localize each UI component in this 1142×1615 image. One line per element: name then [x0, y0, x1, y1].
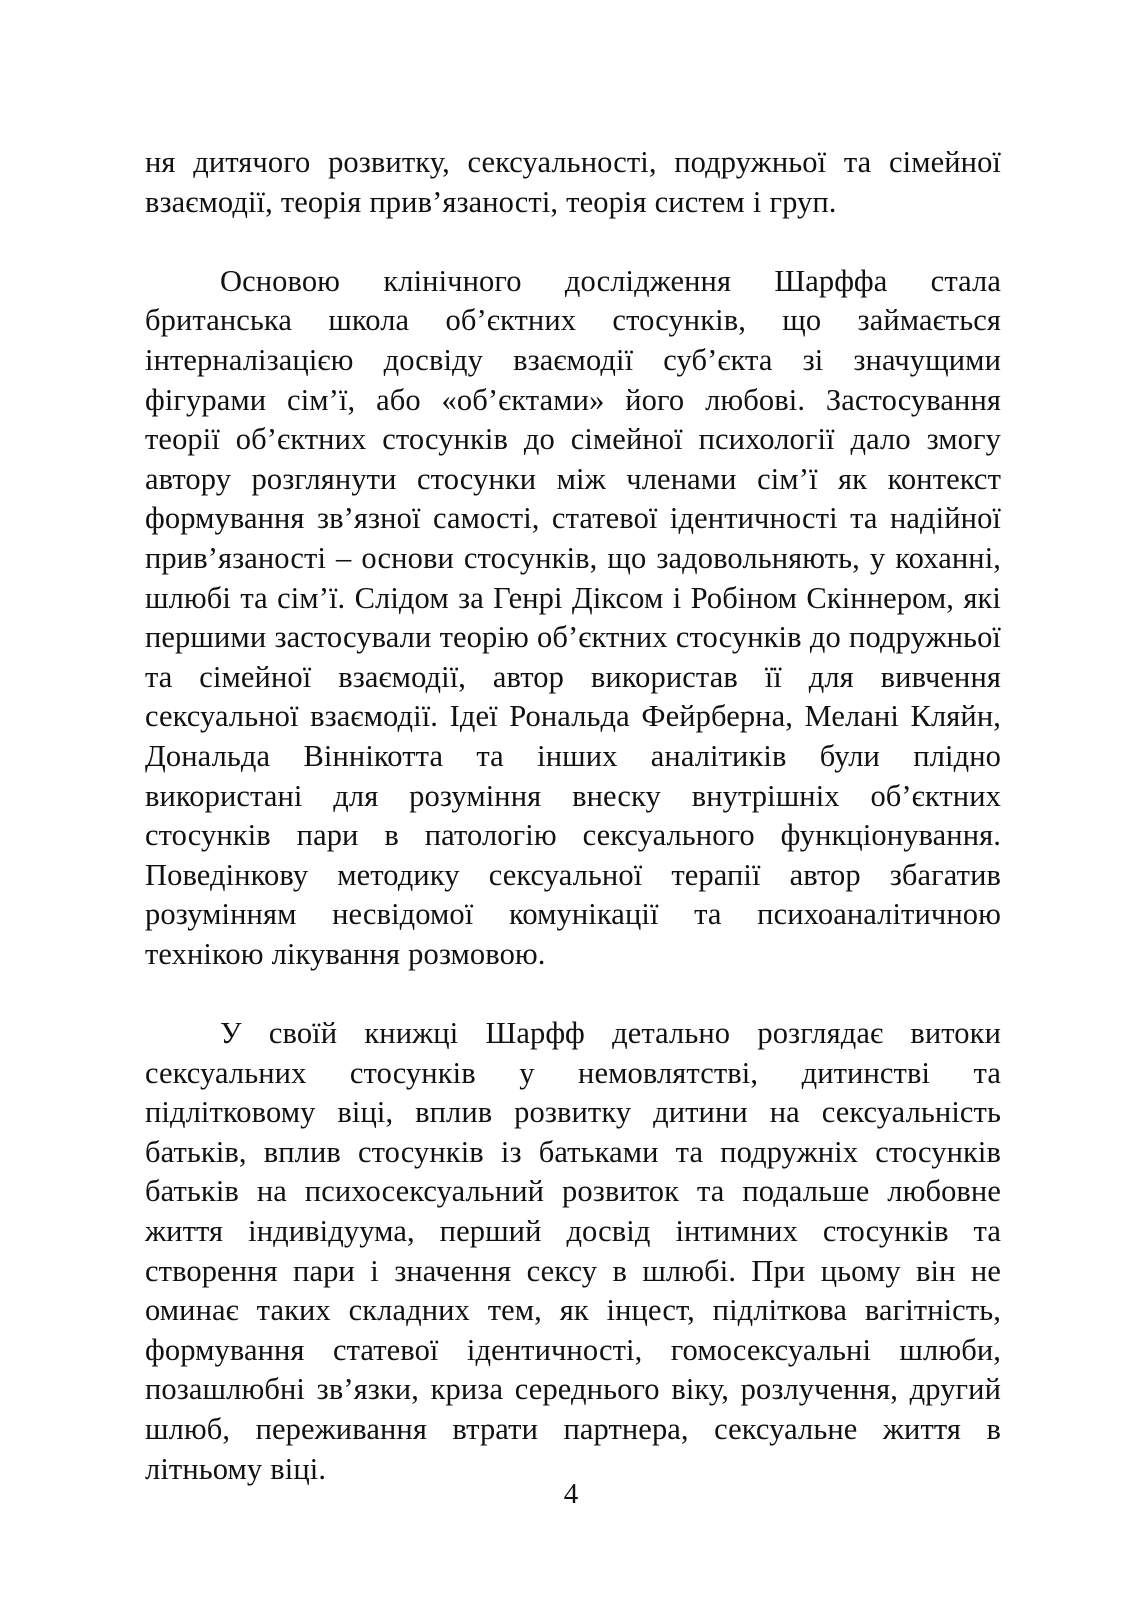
paragraph-book-contents: У своїй книжці Шарфф детально розглядає витоки сексуальних стосунків у немовлятстві, дитинстві та підлітковому віці, вплив розвитку дитини на сексуальність батьків, вплив стосунків із батьками та подружніх стосунків батьків на психосексуальний розвиток та подальше любовне життя індивідуума, перший досвід інтимних стосунків та створення пари і значення сексу в шлюбі. При цьому він не оминає таких складних тем, як інцест, підліткова вагітність, формування статевої ідентичності, гомосексуальні шлюби, позашлюбні зв’язки, криза середнього віку, розлучення, другий шлюб, переживання втрати партнера, сексуальне життя в літньому віці.: [145, 1016, 1001, 1486]
page-number: 4: [563, 1478, 579, 1510]
paragraph-scharff-research: Основою клінічного дослідження Шарффа стала британська школа об’єктних стосунків, що займається інтерналізацією досвіду взаємодії суб’єкта зі значущими фігурами сім’ї, або «об’єктами» його любові. Застосування теорії об’єктних стосунків до сімейної психології дало змогу автору розглянути стосунки між членами сім’ї як контекст формування зв’язної самості, статевої ідентичності та надійної прив’язаності – основи стосунків, що задовольняють, у коханні, шлюбі та сім’ї. Слідом за Генрі Діксом і Робіном Скіннером, які першими застосували теорію об’єктних стосунків до подружньої та сімейної взаємодії, автор використав її для вивчення сексуальної взаємодії. Ідеї Рональда Фейрберна, Мелані Кляйн, Дональда Віннікотта та інших аналітиків були плідно використані для розуміння внеску внутрішніх об’єктних стосунків пари в патологію сексуального функціонування. Поведінкову методику сексуальної терапії автор збагатив розумінням несвідомої комунікації та психоаналітичною технікою лікування розмовою.: [145, 263, 1001, 971]
paragraph-continuation: ня дитячого розвитку, сексуальності, подружньої та сімейної взаємодії, теорія прив’язаності, теорія систем і груп.: [145, 145, 1001, 219]
page-text-block: [145, 143, 1001, 1489]
